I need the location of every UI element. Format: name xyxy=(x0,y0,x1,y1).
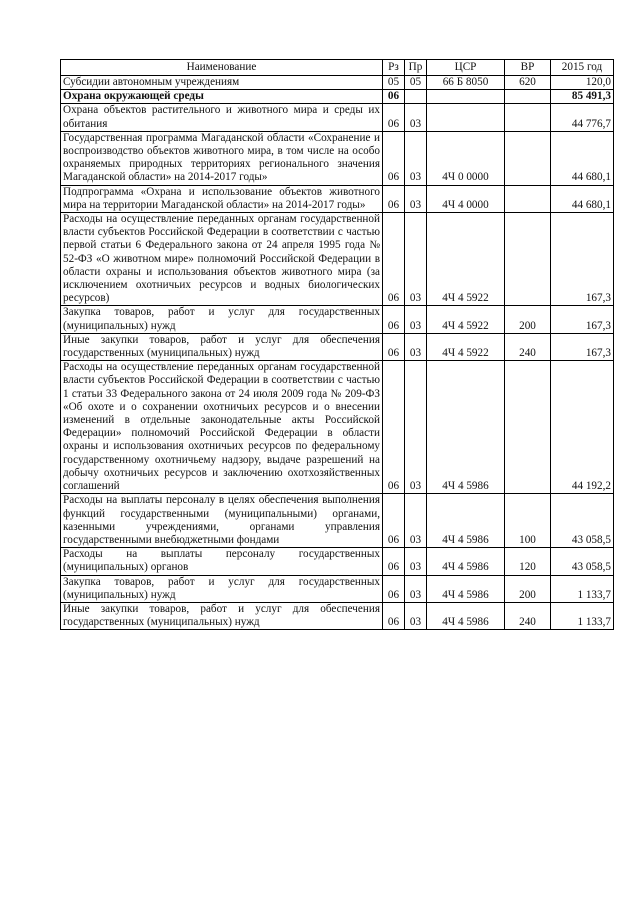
row-amount-cell: 1 133,7 xyxy=(551,575,614,602)
row-rz-cell: 06 xyxy=(383,213,405,306)
row-vr-cell: 100 xyxy=(505,494,551,548)
row-csr-cell: 4Ч 4 5986 xyxy=(427,602,505,629)
row-amount-cell: 43 058,5 xyxy=(551,548,614,575)
row-pr-cell: 03 xyxy=(405,361,427,494)
row-vr-cell: 620 xyxy=(505,76,551,90)
row-vr-cell: 200 xyxy=(505,575,551,602)
row-csr-cell: 4Ч 4 5986 xyxy=(427,575,505,602)
row-name-cell: Иные закупки товаров, работ и услуг для обеспечения государственных (муниципальных) нужд xyxy=(61,602,383,629)
row-amount-cell: 44 680,1 xyxy=(551,131,614,185)
row-rz-cell: 06 xyxy=(383,548,405,575)
row-rz-cell: 06 xyxy=(383,306,405,333)
row-vr-cell: 200 xyxy=(505,306,551,333)
row-pr-cell: 03 xyxy=(405,602,427,629)
table-row xyxy=(61,494,614,548)
row-rz-cell: 06 xyxy=(383,131,405,185)
row-amount-cell: 44 776,7 xyxy=(551,104,614,131)
row-name-cell: Закупка товаров, работ и услуг для государственных (муниципальных) нужд xyxy=(61,575,383,602)
row-rz-cell: 06 xyxy=(383,185,405,212)
row-amount-cell: 85 491,3 xyxy=(551,90,614,104)
table-row xyxy=(61,213,614,306)
row-pr-cell xyxy=(405,90,427,104)
row-rz-cell: 06 xyxy=(383,90,405,104)
row-csr-cell: 4Ч 4 5922 xyxy=(427,333,505,360)
row-amount-cell: 1 133,7 xyxy=(551,602,614,629)
row-vr-cell xyxy=(505,131,551,185)
row-csr-cell: 4Ч 4 5922 xyxy=(427,213,505,306)
row-csr-cell: 4Ч 0 0000 xyxy=(427,131,505,185)
row-vr-cell xyxy=(505,213,551,306)
row-rz-cell: 06 xyxy=(383,333,405,360)
header-pr: Пр xyxy=(405,60,427,76)
row-name-cell: Расходы на выплаты персоналу в целях обеспечения выполнения функций государственными (муниципальными) органами, казенными учреждениями, органами управления государственными внебюджетными фондами xyxy=(61,494,383,548)
table-row xyxy=(61,548,614,575)
table-row xyxy=(61,131,614,185)
row-pr-cell: 03 xyxy=(405,306,427,333)
row-name-cell: Иные закупки товаров, работ и услуг для обеспечения государственных (муниципальных) нужд xyxy=(61,333,383,360)
row-name-cell: Охрана объектов растительного и животного мира и среды их обитания xyxy=(61,104,383,131)
table-row xyxy=(61,361,614,494)
row-pr-cell: 03 xyxy=(405,548,427,575)
row-csr-cell xyxy=(427,104,505,131)
budget-table xyxy=(60,59,614,630)
row-pr-cell: 03 xyxy=(405,575,427,602)
row-name-cell: Государственная программа Магаданской области «Сохранение и воспроизводство объектов животного мира, в том числе на особо охраняемых природных территориях регионального значения Магаданской области» на 2014-2017 годы» xyxy=(61,131,383,185)
row-pr-cell: 03 xyxy=(405,104,427,131)
table-row xyxy=(61,90,614,104)
header-vr: ВР xyxy=(505,60,551,76)
row-name-cell: Охрана окружающей среды xyxy=(61,90,383,104)
table-header-row xyxy=(61,60,614,76)
row-rz-cell: 05 xyxy=(383,76,405,90)
row-vr-cell xyxy=(505,104,551,131)
row-amount-cell: 43 058,5 xyxy=(551,494,614,548)
table-row xyxy=(61,185,614,212)
row-amount-cell: 44 192,2 xyxy=(551,361,614,494)
row-csr-cell: 4Ч 4 5986 xyxy=(427,494,505,548)
row-csr-cell: 4Ч 4 5986 xyxy=(427,548,505,575)
row-vr-cell: 240 xyxy=(505,602,551,629)
row-name-cell: Расходы на осуществление переданных органам государственной власти субъектов Российской Федерации в соответствии с частью 1 статьи 33 Федерального закона от 24 июля 2009 года № 209-ФЗ «Об охоте и о сохранении охотничьих ресурсов и о внесении изменений в отдельные законодательные акты Российской Федерации» полномочий Российской Федерации в области охраны и использования охотничьих ресурсов по федеральному государственному охотничьему надзору, выдаче разрешений на добычу охотничьих ресурсов и заключению охотхозяйственных соглашений xyxy=(61,361,383,494)
row-name-cell: Подпрограмма «Охрана и использование объектов животного мира на территории Магаданской области» на 2014-2017 годы» xyxy=(61,185,383,212)
table-row xyxy=(61,333,614,360)
row-rz-cell: 06 xyxy=(383,494,405,548)
row-vr-cell: 240 xyxy=(505,333,551,360)
row-vr-cell xyxy=(505,361,551,494)
row-name-cell: Расходы на осуществление переданных органам государственной власти субъектов Российской Федерации в соответствии с частью первой статьи 6 Федерального закона от 24 апреля 1995 года № 52-ФЗ «О животном мире» полномочий Российской Федерации в области охраны и использования объектов животного мира (за исключением охотничьих ресурсов и водных биологических ресурсов) xyxy=(61,213,383,306)
row-pr-cell: 03 xyxy=(405,185,427,212)
header-csr: ЦСР xyxy=(427,60,505,76)
row-vr-cell xyxy=(505,90,551,104)
row-rz-cell: 06 xyxy=(383,104,405,131)
header-name: Наименование xyxy=(61,60,383,76)
row-pr-cell: 03 xyxy=(405,333,427,360)
table-body xyxy=(61,76,614,630)
row-amount-cell: 120,0 xyxy=(551,76,614,90)
table-row xyxy=(61,575,614,602)
table-row xyxy=(61,76,614,90)
row-rz-cell: 06 xyxy=(383,361,405,494)
row-pr-cell: 03 xyxy=(405,131,427,185)
table-row xyxy=(61,306,614,333)
row-amount-cell: 167,3 xyxy=(551,306,614,333)
row-amount-cell: 44 680,1 xyxy=(551,185,614,212)
row-amount-cell: 167,3 xyxy=(551,333,614,360)
row-rz-cell: 06 xyxy=(383,602,405,629)
row-rz-cell: 06 xyxy=(383,575,405,602)
row-amount-cell: 167,3 xyxy=(551,213,614,306)
table-row xyxy=(61,602,614,629)
row-pr-cell: 05 xyxy=(405,76,427,90)
row-csr-cell: 66 Б 8050 xyxy=(427,76,505,90)
header-year: 2015 год xyxy=(551,60,614,76)
row-csr-cell: 4Ч 4 5986 xyxy=(427,361,505,494)
row-vr-cell: 120 xyxy=(505,548,551,575)
row-csr-cell xyxy=(427,90,505,104)
table-row xyxy=(61,104,614,131)
row-vr-cell xyxy=(505,185,551,212)
row-csr-cell: 4Ч 4 5922 xyxy=(427,306,505,333)
header-rz: Рз xyxy=(383,60,405,76)
row-pr-cell: 03 xyxy=(405,494,427,548)
row-name-cell: Расходы на выплаты персоналу государственных (муниципальных) органов xyxy=(61,548,383,575)
row-name-cell: Субсидии автономным учреждениям xyxy=(61,76,383,90)
row-csr-cell: 4Ч 4 0000 xyxy=(427,185,505,212)
row-name-cell: Закупка товаров, работ и услуг для государственных (муниципальных) нужд xyxy=(61,306,383,333)
row-pr-cell: 03 xyxy=(405,213,427,306)
